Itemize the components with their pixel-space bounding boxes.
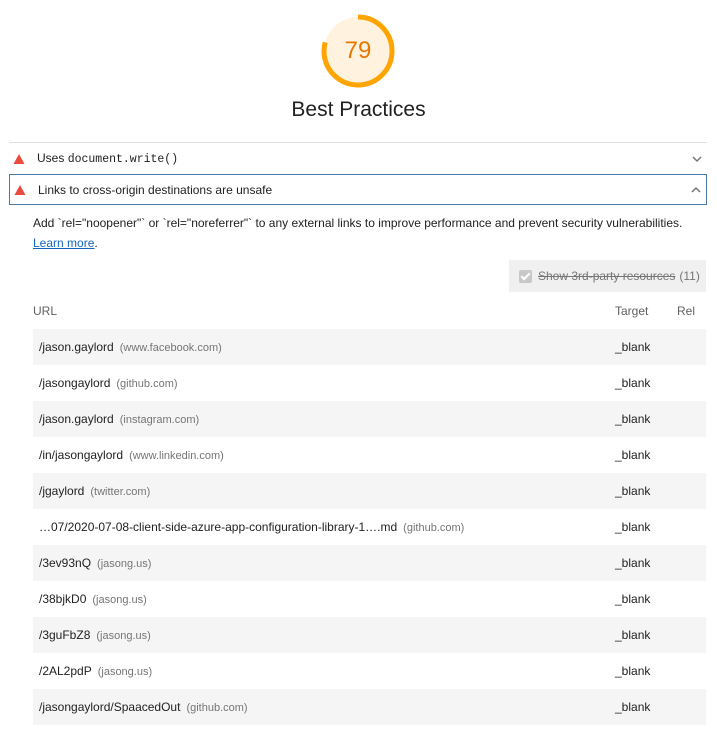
target-cell: _blank [615,376,651,390]
table-row [33,581,706,617]
table-body [33,329,706,725]
table-row [33,617,706,653]
url-cell [33,484,615,498]
url-path[interactable]: /jason.gaylord [39,412,114,426]
score-value: 79 [344,37,372,64]
url-host: (jasong.us) [92,594,147,606]
url-path[interactable]: /38bjkD0 [39,592,87,606]
url-path[interactable]: /3ev93nQ [39,556,92,570]
audit-title [37,151,690,166]
url-cell [33,664,615,678]
audit-summary[interactable] [10,175,706,204]
url-cell [33,340,615,354]
table-row [33,365,706,401]
url-path[interactable]: /jason.gaylord [39,340,114,354]
url-host: (github.com) [116,378,178,390]
table-row [33,689,706,725]
url-path[interactable]: /jasongaylord [39,376,111,390]
table-row [33,473,706,509]
chevron-up-icon[interactable] [689,183,703,197]
url-path[interactable]: /in/jasongaylord [39,448,124,462]
audit-external-anchors[interactable] [9,174,707,205]
url-host: (github.com) [186,702,248,714]
target-cell: _blank [615,592,651,606]
url-host: (www.facebook.com) [119,342,222,354]
target-cell: _blank [615,700,651,714]
url-cell [33,556,615,570]
audit-title: Links to cross-origin destinations are unsafe [38,182,273,197]
table-row [33,545,706,581]
table-row [33,509,706,545]
table-row [33,653,706,689]
target-cell: _blank [615,556,651,570]
url-path[interactable]: /jgaylord [39,484,85,498]
audit-summary[interactable] [9,143,707,174]
target-cell: _blank [615,484,651,498]
details-table [33,293,706,725]
third-party-count: (11) [679,269,700,283]
table-header [33,293,706,329]
learn-more-link[interactable]: Learn more [33,236,95,250]
header-rel: Rel [677,304,696,318]
target-cell: _blank [615,412,651,426]
url-cell [33,592,615,606]
audit-description [33,213,703,253]
third-party-filter[interactable] [509,260,706,292]
target-cell: _blank [615,448,651,462]
url-cell [33,520,615,534]
url-cell [33,412,615,426]
target-cell: _blank [615,520,651,534]
url-cell [33,700,615,714]
score-gauge [320,13,396,89]
header-url: URL [33,304,58,318]
table-row [33,401,706,437]
category-header [0,0,717,140]
audit-title-code: document.write() [67,153,179,166]
url-host: (jasong.us) [97,666,153,678]
audit-uses-document-write[interactable] [9,142,707,175]
url-path[interactable]: /2AL2pdP [39,664,92,678]
target-cell: _blank [615,628,651,642]
url-host: (instagram.com) [119,414,200,426]
learn-more-suffix: . [94,236,98,250]
warning-triangle-icon [13,153,25,165]
url-cell [33,448,615,462]
url-cell [33,376,615,390]
category-title: Best Practices [291,98,426,121]
third-party-checkbox[interactable] [519,270,532,283]
header-target: Target [615,304,649,318]
url-cell [33,628,615,642]
table-row [33,329,706,365]
url-host: (jasong.us) [97,558,152,570]
url-host: (twitter.com) [90,486,151,498]
url-path[interactable]: …07/2020-07-08-client-side-azure-app-configuration-library-1….md [39,520,398,534]
target-cell: _blank [615,664,651,678]
url-path[interactable]: /3guFbZ8 [39,628,91,642]
url-host: (github.com) [403,522,465,534]
chevron-down-icon[interactable] [690,152,704,166]
url-host: (jasong.us) [96,630,151,642]
audit-description-text: Add `rel="noopener"` or `rel="noreferrer"` to any external links to improve performance and prevent security vulnerabilities. [33,216,683,230]
url-path[interactable]: /jasongaylord/SpaacedOut [39,700,181,714]
target-cell: _blank [615,340,651,354]
audit-title-text: Uses [37,151,68,165]
table-row [33,437,706,473]
third-party-label: Show 3rd-party resources [538,269,676,283]
warning-triangle-icon [14,184,26,196]
url-host: (www.linkedin.com) [129,450,224,462]
